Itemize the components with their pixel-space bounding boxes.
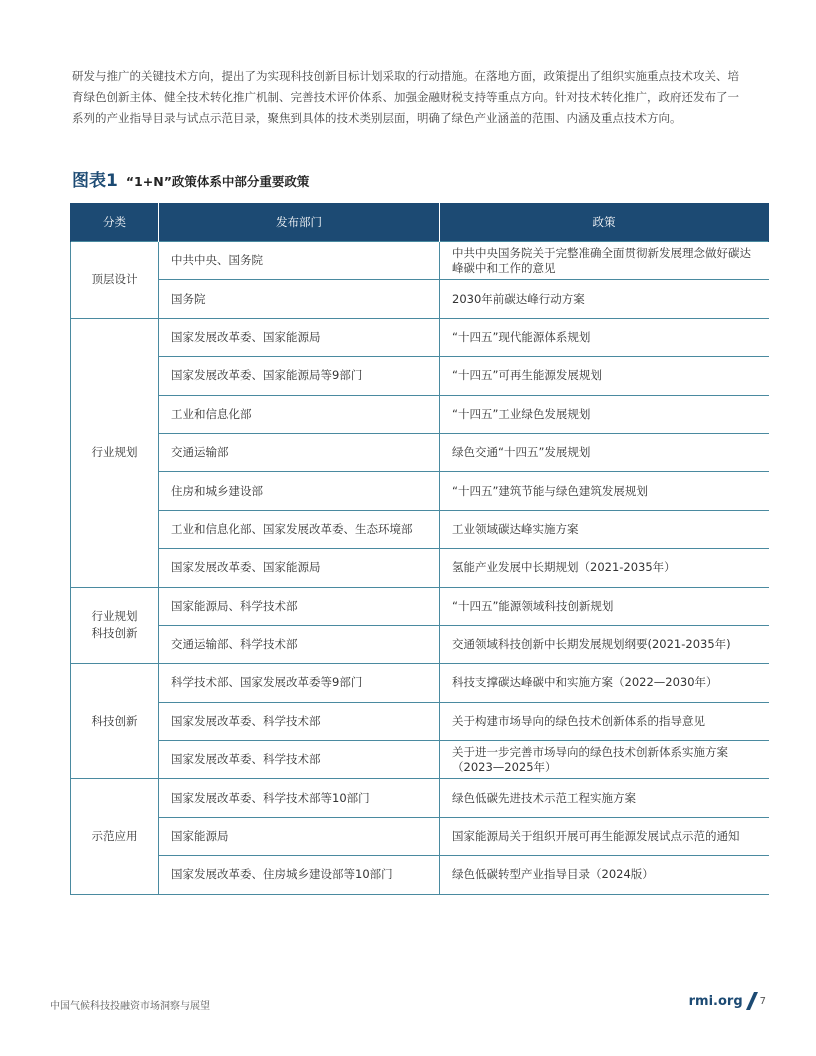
policy-cell: 2030年前碳达峰行动方案 <box>440 280 769 318</box>
policy-cell: 绿色低碳先进技术示范工程实施方案 <box>440 779 769 817</box>
department-cell: 国家发展改革委、科学技术部等10部门 <box>159 779 440 817</box>
table-row <box>71 549 769 587</box>
policy-cell: 工业领域碳达峰实施方案 <box>440 510 769 548</box>
category-label: 科技创新 <box>91 626 138 641</box>
department-cell: 国家发展改革委、国家能源局等9部门 <box>159 357 440 395</box>
category-cell <box>71 318 159 587</box>
table-row <box>71 702 769 740</box>
category-label: 行业规划 <box>91 445 138 460</box>
category-cell <box>71 779 159 894</box>
policy-cell: 中共中央国务院关于完整准确全面贯彻新发展理念做好碳达峰碳中和工作的意见 <box>440 242 769 280</box>
table-row <box>71 817 769 855</box>
department-cell: 交通运输部 <box>159 433 440 471</box>
department-cell: 国家发展改革委、国家能源局 <box>159 318 440 356</box>
department-cell: 住房和城乡建设部 <box>159 472 440 510</box>
department-cell: 国家能源局 <box>159 817 440 855</box>
page-number: 7 <box>759 995 766 1007</box>
policy-cell: 绿色交通“十四五”发展规划 <box>440 433 769 471</box>
department-cell: 中共中央、国务院 <box>159 242 440 280</box>
policy-cell: 科技支撑碳达峰碳中和实施方案（2022—2030年） <box>440 664 769 702</box>
category-cell <box>71 242 159 319</box>
header-department: 发布部门 <box>159 203 440 242</box>
table-row <box>71 433 769 471</box>
table-row <box>71 587 769 625</box>
category-cell <box>71 587 159 664</box>
department-cell: 科学技术部、国家发展改革委等9部门 <box>159 664 440 702</box>
policy-cell: 氢能产业发展中长期规划（2021-2035年） <box>440 549 769 587</box>
table-row <box>71 395 769 433</box>
table-header-row <box>71 203 769 242</box>
header-category: 分类 <box>71 203 159 242</box>
table-row <box>71 625 769 663</box>
table-row <box>71 318 769 356</box>
footer-branding <box>689 992 766 1010</box>
department-cell: 工业和信息化部、国家发展改革委、生态环境部 <box>159 510 440 548</box>
department-cell: 工业和信息化部 <box>159 395 440 433</box>
table-row <box>71 357 769 395</box>
category-label: 顶层设计 <box>91 272 138 287</box>
department-cell: 国家发展改革委、科学技术部 <box>159 741 440 779</box>
policy-cell: “十四五”现代能源体系规划 <box>440 318 769 356</box>
table-row <box>71 472 769 510</box>
table-row <box>71 280 769 318</box>
figure-label: 图表1 <box>72 171 118 191</box>
policy-cell: 关于构建市场导向的绿色技术创新体系的指导意见 <box>440 702 769 740</box>
policy-cell: “十四五”建筑节能与绿色建筑发展规划 <box>440 472 769 510</box>
table-row <box>71 510 769 548</box>
category-label: 行业规划 <box>91 609 138 624</box>
slash-logo-icon <box>746 992 758 1010</box>
header-policy: 政策 <box>440 203 769 242</box>
table-row <box>71 779 769 817</box>
figure-title <box>72 166 309 191</box>
department-cell: 国家发展改革委、国家能源局 <box>159 549 440 587</box>
table-row <box>71 856 769 894</box>
table-row <box>71 242 769 280</box>
policy-cell: 关于进一步完善市场导向的绿色技术创新体系实施方案（2023—2025年） <box>440 741 769 779</box>
policy-cell: “十四五”能源领域科技创新规划 <box>440 587 769 625</box>
brand-link[interactable]: rmi.org <box>688 993 743 1009</box>
table-row <box>71 664 769 702</box>
policy-cell: “十四五”工业绿色发展规划 <box>440 395 769 433</box>
department-cell: 交通运输部、科学技术部 <box>159 625 440 663</box>
category-cell <box>71 664 159 779</box>
category-label: 示范应用 <box>91 829 138 844</box>
category-label: 科技创新 <box>91 713 138 728</box>
policy-cell: “十四五”可再生能源发展规划 <box>440 357 769 395</box>
footer-publication-title: 中国气候科技投融资市场洞察与展望 <box>50 1001 210 1012</box>
policy-cell: 交通领域科技创新中长期发展规划纲要(2021-2035年) <box>440 625 769 663</box>
department-cell: 国家发展改革委、科学技术部 <box>159 702 440 740</box>
policy-cell: 绿色低碳转型产业指导目录（2024版） <box>440 856 769 894</box>
intro-paragraph: 研发与推广的关键技术方向，提出了为实现科技创新目标计划采取的行动措施。在落地方面，政策提出了组织实施重点技术攻关、培育绿色创新主体、健全技术转化推广机制、完善技术评价体系、加强金融财税支持等重点方向。针对技术转化推广，政府还发布了一系列的产业指导目录与试点示范目录，聚焦到具体的技术类别层面，明确了绿色产业涵盖的范围、内涵及重点技术方向。 <box>72 69 739 125</box>
table-row <box>71 741 769 779</box>
policy-cell: 国家能源局关于组织开展可再生能源发展试点示范的通知 <box>440 817 769 855</box>
department-cell: 国家能源局、科学技术部 <box>159 587 440 625</box>
department-cell: 国家发展改革委、住房城乡建设部等10部门 <box>159 856 440 894</box>
figure-caption: “1+N”政策体系中部分重要政策 <box>125 174 310 189</box>
policy-table <box>70 203 769 895</box>
department-cell: 国务院 <box>159 280 440 318</box>
